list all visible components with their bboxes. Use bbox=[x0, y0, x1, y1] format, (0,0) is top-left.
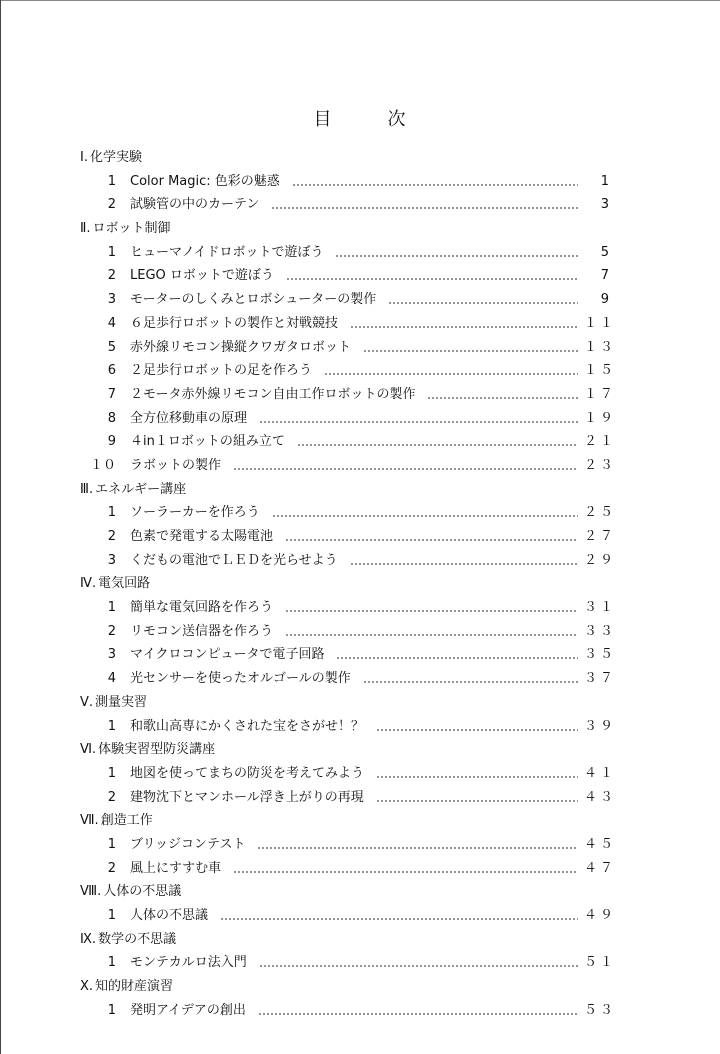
entry-number: 3 bbox=[107, 647, 116, 663]
toc-entry[interactable] bbox=[0, 786, 720, 810]
dot-leader bbox=[388, 288, 578, 312]
dot-leader bbox=[350, 549, 578, 573]
dot-leader bbox=[376, 786, 578, 810]
toc-entry[interactable] bbox=[0, 193, 720, 217]
entry-number: 1 bbox=[107, 600, 116, 616]
entry-title: Color Magic: 色彩の魅惑 bbox=[130, 173, 280, 189]
entry-title: ブリッジコンテスト bbox=[130, 836, 246, 852]
dot-leader bbox=[233, 454, 578, 478]
section-number: Ⅷ. bbox=[80, 884, 102, 900]
toc-entry[interactable] bbox=[0, 264, 720, 288]
toc-section-heading bbox=[0, 478, 720, 502]
toc-entry[interactable] bbox=[0, 407, 720, 431]
toc-entry[interactable] bbox=[0, 762, 720, 786]
entry-number: 1 bbox=[107, 718, 116, 734]
entry-number: 5 bbox=[107, 339, 116, 355]
toc-entry[interactable] bbox=[0, 336, 720, 360]
entry-number: 2 bbox=[107, 197, 116, 213]
dot-leader bbox=[297, 430, 578, 454]
toc-entry[interactable] bbox=[0, 857, 720, 881]
toc-section-heading bbox=[0, 146, 720, 170]
section-number: Ⅱ. bbox=[80, 221, 91, 237]
entry-page-number: １３ bbox=[584, 339, 617, 355]
entry-page-number: ２９ bbox=[584, 552, 617, 568]
title-char-1: 目 bbox=[313, 109, 333, 130]
entry-title: モーターのしくみとロボシューターの製作 bbox=[130, 292, 377, 308]
entry-title: 人体の不思議 bbox=[130, 908, 209, 923]
entry-page-number: ３３ bbox=[584, 623, 617, 639]
dot-leader bbox=[376, 762, 578, 786]
toc-entry[interactable] bbox=[0, 359, 720, 383]
entry-page-number: ３５ bbox=[584, 647, 617, 663]
entry-title: ２モータ赤外線リモコン自由工作ロボットの製作 bbox=[130, 386, 416, 402]
toc-entry[interactable] bbox=[0, 951, 720, 975]
toc-entry[interactable] bbox=[0, 643, 720, 667]
entry-number: 9 bbox=[107, 434, 116, 450]
dot-leader bbox=[272, 501, 578, 525]
toc-entry[interactable] bbox=[0, 715, 720, 739]
section-title: 電気回路 bbox=[98, 576, 151, 592]
toc-entry[interactable] bbox=[0, 667, 720, 691]
entry-page-number: ４５ bbox=[584, 836, 617, 852]
section-number: Ⅵ. bbox=[80, 742, 97, 758]
entry-title: LEGO ロボットで遊ぼう bbox=[130, 268, 274, 284]
toc-entry[interactable] bbox=[0, 833, 720, 857]
entry-number: 2 bbox=[107, 860, 116, 876]
dot-leader bbox=[285, 525, 578, 549]
dot-leader bbox=[363, 667, 578, 691]
entry-number: 1 bbox=[107, 955, 116, 971]
dot-leader bbox=[336, 643, 578, 667]
entry-page-number: 9 bbox=[600, 292, 612, 308]
dot-leader bbox=[258, 999, 578, 1023]
entry-title: 風上にすすむ車 bbox=[130, 860, 222, 876]
entry-title: ソーラーカーを作ろう bbox=[130, 505, 260, 521]
section-number: Ⅳ. bbox=[80, 576, 97, 592]
entry-title: ６足歩行ロボットの製作と対戦競技 bbox=[130, 315, 339, 331]
entry-number: １０ bbox=[89, 457, 116, 473]
entry-page-number: ５３ bbox=[584, 1002, 617, 1018]
dot-leader bbox=[257, 833, 578, 857]
entry-title: 発明アイデアの創出 bbox=[130, 1002, 246, 1018]
section-number: Ⅹ. bbox=[80, 979, 94, 995]
entry-page-number: ３９ bbox=[584, 718, 617, 734]
entry-title: ４in１ロボットの組み立て bbox=[130, 434, 285, 450]
toc-section-heading bbox=[0, 975, 720, 999]
entry-number: 4 bbox=[107, 671, 116, 687]
entry-title: リモコン送信器を作ろう bbox=[130, 623, 274, 639]
toc-entry[interactable] bbox=[0, 430, 720, 454]
toc-entry[interactable] bbox=[0, 383, 720, 407]
dot-leader bbox=[286, 264, 578, 288]
dot-leader bbox=[259, 951, 578, 975]
entry-title: モンテカルロ法入門 bbox=[130, 955, 247, 971]
section-title: エネルギー講座 bbox=[95, 481, 187, 497]
entry-page-number: ４９ bbox=[584, 908, 617, 923]
dot-leader bbox=[363, 336, 578, 360]
title-char-2: 次 bbox=[387, 109, 407, 130]
section-number: Ⅸ. bbox=[80, 931, 97, 947]
entry-title: 光センサーを使ったオルゴールの製作 bbox=[130, 671, 351, 687]
entry-title: ヒューマノイドロボットで遊ぼう bbox=[130, 244, 324, 260]
dot-leader bbox=[220, 904, 578, 928]
section-number: Ⅶ. bbox=[80, 813, 99, 829]
dot-leader bbox=[259, 407, 578, 431]
dot-leader bbox=[350, 312, 578, 336]
entry-number: 2 bbox=[107, 268, 116, 284]
entry-page-number: １１ bbox=[584, 315, 617, 331]
entry-title: 簡単な電気回路を作ろう bbox=[130, 600, 274, 616]
entry-title: 全方位移動車の原理 bbox=[130, 410, 248, 426]
entry-title: 地図を使ってまちの防災を考えてみよう bbox=[130, 765, 365, 781]
entry-title: ２足歩行ロボットの足を作ろう bbox=[130, 363, 313, 379]
section-title: 化学実験 bbox=[89, 150, 142, 165]
entry-page-number: ２１ bbox=[584, 434, 617, 450]
section-number: Ⅰ. bbox=[80, 150, 88, 165]
toc-section-heading bbox=[0, 217, 720, 241]
entry-number: 7 bbox=[107, 386, 116, 402]
entry-number: 8 bbox=[107, 410, 116, 426]
dot-leader bbox=[427, 383, 578, 407]
page-top-border bbox=[0, 0, 720, 1]
entry-page-number: １９ bbox=[584, 410, 617, 426]
entry-page-number: ２５ bbox=[584, 505, 617, 521]
entry-page-number: １７ bbox=[584, 386, 617, 402]
entry-page-number: ５１ bbox=[584, 955, 617, 971]
toc-entry[interactable] bbox=[0, 596, 720, 620]
entry-page-number: ３１ bbox=[584, 600, 617, 616]
toc-section-heading bbox=[0, 572, 720, 596]
entry-number: 2 bbox=[107, 529, 116, 544]
toc-entry[interactable] bbox=[0, 549, 720, 573]
section-title: 創造工作 bbox=[100, 813, 153, 829]
entry-page-number: 7 bbox=[600, 268, 612, 284]
toc-section-heading bbox=[0, 928, 720, 952]
section-title: 体験実習型防災講座 bbox=[98, 742, 216, 758]
entry-title: マイクロコンピュータで電子回路 bbox=[130, 647, 325, 663]
dot-leader bbox=[324, 359, 578, 383]
entry-number: 1 bbox=[107, 244, 116, 260]
entry-page-number: 5 bbox=[600, 244, 612, 260]
dot-leader bbox=[376, 715, 578, 739]
entry-number: 3 bbox=[107, 552, 116, 568]
dot-leader bbox=[285, 620, 578, 644]
entry-number: 1 bbox=[107, 836, 116, 852]
toc-entry[interactable] bbox=[0, 454, 720, 478]
page-title bbox=[0, 105, 720, 131]
entry-page-number: １５ bbox=[584, 363, 617, 379]
entry-page-number: ２７ bbox=[584, 529, 617, 544]
entry-title: 試験管の中のカーテン bbox=[130, 197, 260, 213]
toc-entry[interactable] bbox=[0, 170, 720, 194]
entry-title: くだもの電池でＬＥＤを光らせよう bbox=[130, 552, 338, 568]
dot-leader bbox=[285, 596, 578, 620]
entry-page-number: ４７ bbox=[584, 860, 617, 876]
table-of-contents bbox=[0, 146, 720, 1022]
toc-entry[interactable] bbox=[0, 525, 720, 549]
toc-entry[interactable] bbox=[0, 501, 720, 525]
entry-number: 1 bbox=[107, 173, 116, 189]
dot-leader bbox=[233, 857, 578, 881]
toc-entry[interactable] bbox=[0, 999, 720, 1023]
section-title: 人体の不思議 bbox=[103, 884, 182, 900]
section-title: 数学の不思議 bbox=[98, 931, 177, 947]
toc-entry[interactable] bbox=[0, 288, 720, 312]
entry-number: 1 bbox=[107, 1002, 116, 1018]
section-title: ロボット制御 bbox=[92, 221, 171, 237]
toc-section-heading bbox=[0, 691, 720, 715]
section-number: Ⅲ. bbox=[80, 481, 94, 497]
entry-number: 2 bbox=[107, 789, 116, 805]
entry-page-number: ３７ bbox=[584, 671, 617, 687]
entry-page-number: 3 bbox=[600, 197, 612, 213]
entry-page-number: ４３ bbox=[584, 789, 617, 805]
toc-entry[interactable] bbox=[0, 904, 720, 928]
entry-number: 1 bbox=[107, 908, 116, 923]
toc-section-heading bbox=[0, 809, 720, 833]
entry-page-number: 1 bbox=[600, 173, 612, 189]
entry-number: 4 bbox=[107, 315, 116, 331]
dot-leader bbox=[292, 170, 578, 194]
entry-number: 2 bbox=[107, 623, 116, 639]
dot-leader bbox=[271, 193, 578, 217]
toc-section-heading bbox=[0, 880, 720, 904]
toc-entry[interactable] bbox=[0, 312, 720, 336]
section-number: Ⅴ. bbox=[80, 694, 94, 710]
dot-leader bbox=[335, 241, 578, 265]
entry-title: 和歌山高専にかくされた宝をさがせ！？ bbox=[130, 718, 365, 734]
entry-title: 色素で発電する太陽電池 bbox=[130, 529, 274, 544]
toc-section-heading bbox=[0, 738, 720, 762]
section-title: 知的財産演習 bbox=[95, 979, 174, 995]
entry-number: 1 bbox=[107, 505, 116, 521]
toc-entry[interactable] bbox=[0, 620, 720, 644]
section-title: 測量実習 bbox=[95, 694, 148, 710]
entry-number: 6 bbox=[107, 363, 116, 379]
entry-title: 赤外線リモコン操縦クワガタロボット bbox=[130, 339, 352, 355]
entry-title: ラボットの製作 bbox=[130, 457, 222, 473]
entry-page-number: ４１ bbox=[584, 765, 617, 781]
toc-entry[interactable] bbox=[0, 241, 720, 265]
entry-number: 1 bbox=[107, 765, 116, 781]
entry-title: 建物沈下とマンホール浮き上がりの再現 bbox=[130, 789, 364, 805]
entry-number: 3 bbox=[107, 292, 116, 308]
entry-page-number: ２３ bbox=[584, 457, 617, 473]
